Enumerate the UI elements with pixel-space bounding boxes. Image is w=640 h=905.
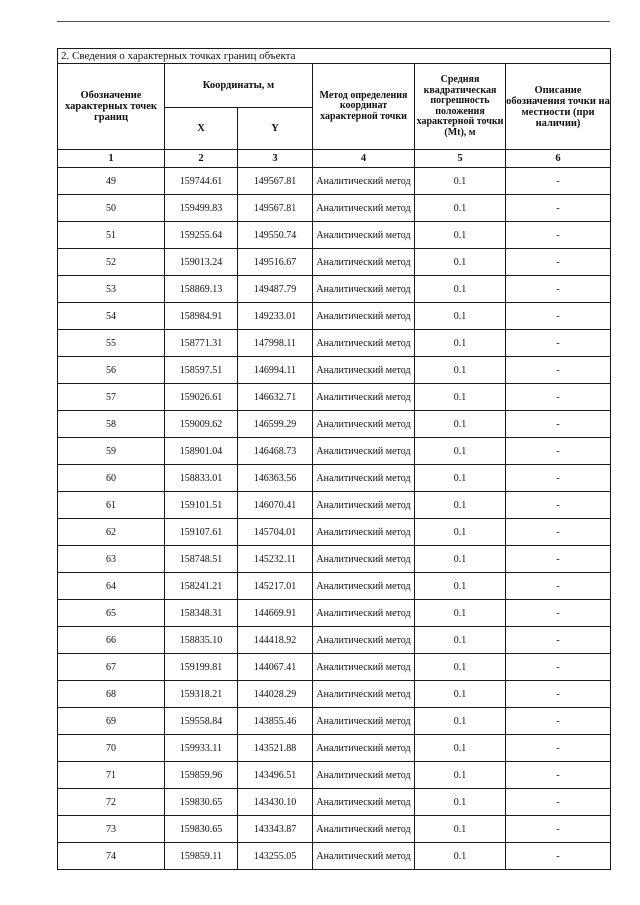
cell-description: -: [506, 762, 611, 789]
cell-x: 158597.51: [165, 357, 238, 384]
cell-method: Аналитический метод: [313, 303, 415, 330]
column-number: 2: [165, 150, 238, 168]
cell-y: 144028.29: [238, 681, 313, 708]
cell-method: Аналитический метод: [313, 735, 415, 762]
cell-description: -: [506, 627, 611, 654]
cell-x: 158771.31: [165, 330, 238, 357]
cell-method: Аналитический метод: [313, 195, 415, 222]
cell-y: 144418.92: [238, 627, 313, 654]
cell-error: 0.1: [415, 789, 506, 816]
table-row: [58, 546, 611, 573]
cell-method: Аналитический метод: [313, 249, 415, 276]
table-row: [58, 843, 611, 870]
cell-error: 0.1: [415, 249, 506, 276]
cell-x: 158835.10: [165, 627, 238, 654]
cell-x: 159558.84: [165, 708, 238, 735]
table-row: [58, 465, 611, 492]
cell-x: 158348.31: [165, 600, 238, 627]
cell-y: 146632.71: [238, 384, 313, 411]
cell-method: Аналитический метод: [313, 600, 415, 627]
table-row: [58, 357, 611, 384]
cell-description: -: [506, 411, 611, 438]
cell-error: 0.1: [415, 735, 506, 762]
cell-x: 159101.51: [165, 492, 238, 519]
cell-y: 143855.46: [238, 708, 313, 735]
cell-method: Аналитический метод: [313, 546, 415, 573]
cell-error: 0.1: [415, 330, 506, 357]
cell-method: Аналитический метод: [313, 681, 415, 708]
cell-y: 143430.10: [238, 789, 313, 816]
cell-method: Аналитический метод: [313, 762, 415, 789]
cell-error: 0.1: [415, 816, 506, 843]
cell-point: 62: [58, 519, 165, 546]
cell-point: 55: [58, 330, 165, 357]
cell-error: 0.1: [415, 708, 506, 735]
cell-method: Аналитический метод: [313, 330, 415, 357]
cell-error: 0.1: [415, 411, 506, 438]
table-row: [58, 384, 611, 411]
cell-point: 59: [58, 438, 165, 465]
cell-error: 0.1: [415, 519, 506, 546]
section-title-row: [58, 49, 611, 64]
cell-point: 64: [58, 573, 165, 600]
cell-x: 158241.21: [165, 573, 238, 600]
header-error: Средняя квадратическая погрешность положения характерной точки (Mt), м: [415, 64, 506, 150]
table-row: [58, 168, 611, 195]
cell-error: 0.1: [415, 654, 506, 681]
cell-y: 143496.51: [238, 762, 313, 789]
table-row: [58, 519, 611, 546]
cell-point: 63: [58, 546, 165, 573]
cell-description: -: [506, 519, 611, 546]
cell-error: 0.1: [415, 600, 506, 627]
cell-y: 149233.01: [238, 303, 313, 330]
cell-y: 145232.11: [238, 546, 313, 573]
cell-y: 149487.79: [238, 276, 313, 303]
header-x: X: [165, 108, 238, 150]
cell-point: 49: [58, 168, 165, 195]
cell-error: 0.1: [415, 168, 506, 195]
table-row: [58, 627, 611, 654]
cell-y: 149516.67: [238, 249, 313, 276]
cell-description: -: [506, 681, 611, 708]
cell-point: 53: [58, 276, 165, 303]
cell-method: Аналитический метод: [313, 573, 415, 600]
cell-description: -: [506, 708, 611, 735]
cell-error: 0.1: [415, 384, 506, 411]
table-row: [58, 600, 611, 627]
cell-method: Аналитический метод: [313, 492, 415, 519]
cell-x: 159859.11: [165, 843, 238, 870]
cell-point: 52: [58, 249, 165, 276]
cell-description: -: [506, 303, 611, 330]
cell-point: 68: [58, 681, 165, 708]
cell-point: 74: [58, 843, 165, 870]
boundary-points-table: [57, 48, 611, 870]
cell-method: Аналитический метод: [313, 789, 415, 816]
column-number: 1: [58, 150, 165, 168]
cell-point: 61: [58, 492, 165, 519]
table-row: [58, 654, 611, 681]
table-row: [58, 438, 611, 465]
table-row: [58, 222, 611, 249]
cell-point: 66: [58, 627, 165, 654]
cell-x: 159009.62: [165, 411, 238, 438]
cell-point: 50: [58, 195, 165, 222]
cell-method: Аналитический метод: [313, 168, 415, 195]
table-row: [58, 411, 611, 438]
cell-error: 0.1: [415, 843, 506, 870]
cell-point: 71: [58, 762, 165, 789]
cell-description: -: [506, 168, 611, 195]
cell-x: 159255.64: [165, 222, 238, 249]
cell-y: 146599.29: [238, 411, 313, 438]
column-number: 3: [238, 150, 313, 168]
cell-error: 0.1: [415, 195, 506, 222]
cell-description: -: [506, 816, 611, 843]
cell-y: 143343.87: [238, 816, 313, 843]
cell-description: -: [506, 735, 611, 762]
cell-description: -: [506, 546, 611, 573]
table-row: [58, 492, 611, 519]
table-row: [58, 708, 611, 735]
cell-point: 57: [58, 384, 165, 411]
table-row: [58, 195, 611, 222]
column-number: 5: [415, 150, 506, 168]
section-title: 2. Сведения о характерных точках границ объекта: [58, 49, 611, 64]
cell-x: 159830.65: [165, 816, 238, 843]
table-row: [58, 249, 611, 276]
cell-description: -: [506, 654, 611, 681]
cell-y: 149567.81: [238, 195, 313, 222]
cell-method: Аналитический метод: [313, 411, 415, 438]
cell-point: 56: [58, 357, 165, 384]
cell-method: Аналитический метод: [313, 438, 415, 465]
cell-x: 159013.24: [165, 249, 238, 276]
cell-error: 0.1: [415, 438, 506, 465]
cell-error: 0.1: [415, 546, 506, 573]
cell-x: 159499.83: [165, 195, 238, 222]
cell-y: 146363.56: [238, 465, 313, 492]
cell-y: 144669.91: [238, 600, 313, 627]
cell-x: 158901.04: [165, 438, 238, 465]
column-number: 4: [313, 150, 415, 168]
cell-error: 0.1: [415, 465, 506, 492]
cell-description: -: [506, 249, 611, 276]
cell-y: 146070.41: [238, 492, 313, 519]
cell-point: 73: [58, 816, 165, 843]
header-row-1: [58, 64, 611, 108]
cell-method: Аналитический метод: [313, 843, 415, 870]
cell-y: 145704.01: [238, 519, 313, 546]
header-y: Y: [238, 108, 313, 150]
cell-method: Аналитический метод: [313, 384, 415, 411]
cell-description: -: [506, 492, 611, 519]
cell-error: 0.1: [415, 303, 506, 330]
cell-y: 146468.73: [238, 438, 313, 465]
cell-x: 159830.65: [165, 789, 238, 816]
cell-y: 143255.05: [238, 843, 313, 870]
cell-error: 0.1: [415, 762, 506, 789]
cell-x: 159107.61: [165, 519, 238, 546]
cell-description: -: [506, 276, 611, 303]
cell-error: 0.1: [415, 492, 506, 519]
table-row: [58, 762, 611, 789]
cell-y: 143521.88: [238, 735, 313, 762]
cell-x: 158984.91: [165, 303, 238, 330]
cell-x: 159026.61: [165, 384, 238, 411]
cell-description: -: [506, 357, 611, 384]
cell-description: -: [506, 330, 611, 357]
cell-y: 147998.11: [238, 330, 313, 357]
cell-x: 159199.81: [165, 654, 238, 681]
cell-method: Аналитический метод: [313, 816, 415, 843]
table-row: [58, 303, 611, 330]
cell-x: 159318.21: [165, 681, 238, 708]
cell-point: 58: [58, 411, 165, 438]
header-coords: Координаты, м: [165, 64, 313, 108]
cell-y: 149567.81: [238, 168, 313, 195]
table-row: [58, 573, 611, 600]
table-row: [58, 276, 611, 303]
table-row: [58, 330, 611, 357]
cell-x: 158869.13: [165, 276, 238, 303]
cell-x: 159859.96: [165, 762, 238, 789]
cell-method: Аналитический метод: [313, 222, 415, 249]
column-number: 6: [506, 150, 611, 168]
cell-point: 65: [58, 600, 165, 627]
cell-description: -: [506, 465, 611, 492]
cell-error: 0.1: [415, 627, 506, 654]
cell-description: -: [506, 384, 611, 411]
cell-x: 159744.61: [165, 168, 238, 195]
cell-description: -: [506, 222, 611, 249]
cell-point: 51: [58, 222, 165, 249]
cell-description: -: [506, 573, 611, 600]
cell-method: Аналитический метод: [313, 276, 415, 303]
cell-description: -: [506, 195, 611, 222]
cell-point: 54: [58, 303, 165, 330]
top-rule: [57, 21, 610, 22]
cell-method: Аналитический метод: [313, 519, 415, 546]
cell-x: 158748.51: [165, 546, 238, 573]
cell-description: -: [506, 438, 611, 465]
cell-method: Аналитический метод: [313, 465, 415, 492]
cell-error: 0.1: [415, 357, 506, 384]
cell-error: 0.1: [415, 276, 506, 303]
cell-description: -: [506, 789, 611, 816]
cell-x: 158833.01: [165, 465, 238, 492]
cell-method: Аналитический метод: [313, 654, 415, 681]
cell-description: -: [506, 600, 611, 627]
cell-x: 159933.11: [165, 735, 238, 762]
cell-method: Аналитический метод: [313, 627, 415, 654]
header-description: Описание обозначения точки на местности (при наличии): [506, 64, 611, 150]
cell-y: 144067.41: [238, 654, 313, 681]
table-row: [58, 735, 611, 762]
header-point: Обозначение характерных точек границ: [58, 64, 165, 150]
table-row: [58, 681, 611, 708]
header-method: Метод определения координат характерной точки: [313, 64, 415, 150]
cell-y: 145217.01: [238, 573, 313, 600]
cell-error: 0.1: [415, 222, 506, 249]
cell-point: 69: [58, 708, 165, 735]
cell-error: 0.1: [415, 681, 506, 708]
column-numbers-row: [58, 150, 611, 168]
cell-y: 146994.11: [238, 357, 313, 384]
table-body: [58, 168, 611, 870]
cell-method: Аналитический метод: [313, 357, 415, 384]
cell-point: 72: [58, 789, 165, 816]
cell-y: 149550.74: [238, 222, 313, 249]
cell-method: Аналитический метод: [313, 708, 415, 735]
cell-description: -: [506, 843, 611, 870]
cell-error: 0.1: [415, 573, 506, 600]
table-row: [58, 816, 611, 843]
cell-point: 60: [58, 465, 165, 492]
table-row: [58, 789, 611, 816]
cell-point: 70: [58, 735, 165, 762]
cell-point: 67: [58, 654, 165, 681]
